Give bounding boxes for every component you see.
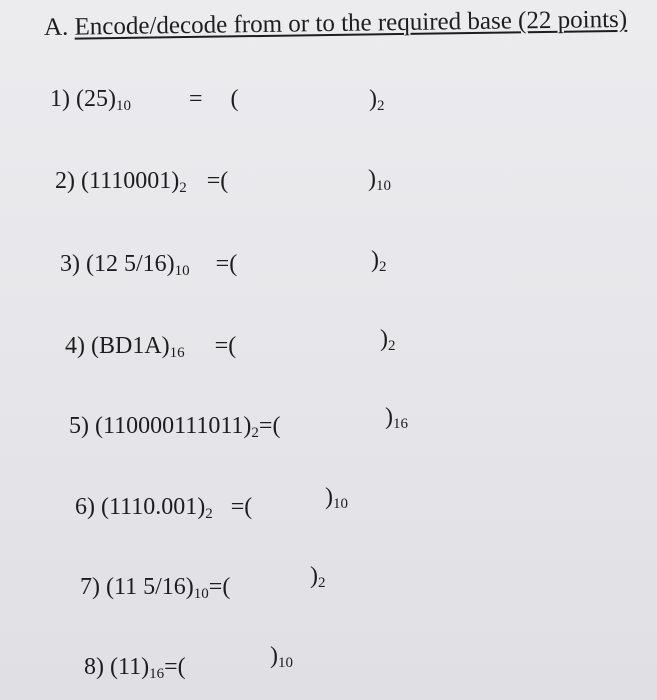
- equals-sign: =: [206, 168, 221, 194]
- problem-number: 5): [69, 413, 89, 439]
- equals-sign: =: [214, 333, 229, 359]
- open-paren: (: [272, 413, 281, 439]
- open-paren: (: [230, 86, 239, 112]
- problem-value: (11): [110, 654, 150, 680]
- problem-number: 8): [84, 654, 104, 680]
- open-paren: (: [228, 333, 237, 359]
- close-paren: ): [369, 86, 377, 112]
- close-paren: ): [368, 166, 376, 192]
- open-paren: (: [177, 654, 186, 680]
- close-paren: ): [270, 643, 278, 669]
- open-paren: (: [220, 168, 229, 194]
- section-letter: A.: [43, 13, 69, 41]
- problem-value: (12 5/16): [86, 251, 175, 277]
- problem-3: [60, 251, 237, 280]
- problem-value: (1110001): [81, 168, 180, 194]
- equals-sign: =: [258, 413, 273, 439]
- section-title: [44, 6, 627, 42]
- input-base: 2: [179, 180, 187, 196]
- problem-value: (BD1A): [91, 333, 170, 359]
- close-paren: ): [310, 563, 318, 589]
- output-base: 2: [377, 98, 385, 114]
- problem-2: [55, 168, 228, 197]
- output-base: 10: [333, 496, 348, 512]
- input-base: 2: [251, 425, 259, 441]
- answer-close-2: [368, 166, 391, 195]
- close-paren: ): [325, 484, 333, 510]
- problem-8: [84, 654, 186, 683]
- input-base: 16: [149, 666, 165, 682]
- close-paren: ): [380, 326, 388, 352]
- equals-sign: =: [208, 574, 223, 600]
- problem-1: [50, 86, 239, 115]
- problem-number: 4): [65, 333, 85, 359]
- input-base: 10: [115, 98, 131, 114]
- section-heading: Encode/decode from or to the required base (22 points): [74, 5, 628, 41]
- open-paren: (: [222, 574, 231, 600]
- problem-7: [80, 574, 230, 603]
- close-paren: ): [385, 404, 393, 430]
- answer-close-3: [371, 247, 387, 276]
- problem-value: (110000111011): [95, 413, 252, 439]
- equals-sign: =: [215, 251, 230, 277]
- open-paren: (: [229, 251, 238, 277]
- output-base: 10: [278, 655, 293, 671]
- problem-number: 1): [50, 86, 70, 112]
- output-base: 10: [376, 178, 391, 194]
- input-base: 10: [174, 263, 190, 279]
- answer-close-4: [380, 326, 396, 355]
- problem-number: 7): [80, 574, 100, 600]
- problem-number: 3): [60, 251, 80, 277]
- answer-close-7: [310, 563, 326, 592]
- answer-close-6: [325, 484, 348, 513]
- answer-close-5: [385, 404, 408, 433]
- equals-sign: =: [188, 86, 203, 112]
- input-base: 2: [205, 506, 213, 522]
- problem-value: (25): [76, 86, 116, 112]
- input-base: 10: [193, 586, 209, 602]
- problem-number: 6): [75, 494, 95, 520]
- equals-sign: =: [164, 654, 178, 680]
- output-base: 16: [393, 416, 408, 432]
- input-base: 16: [169, 345, 185, 361]
- open-paren: (: [244, 494, 253, 520]
- output-base: 2: [388, 338, 396, 354]
- problem-value: (11 5/16): [106, 574, 194, 600]
- problem-number: 2): [55, 168, 75, 194]
- output-base: 2: [318, 575, 326, 591]
- problem-4: [65, 333, 236, 362]
- output-base: 2: [379, 259, 387, 275]
- problem-5: [69, 413, 280, 442]
- answer-close-1: [369, 86, 385, 115]
- answer-close-8: [270, 643, 293, 672]
- equals-sign: =: [230, 494, 245, 520]
- problem-value: (1110.001): [101, 494, 206, 520]
- close-paren: ): [371, 247, 379, 273]
- problem-6: [75, 494, 252, 523]
